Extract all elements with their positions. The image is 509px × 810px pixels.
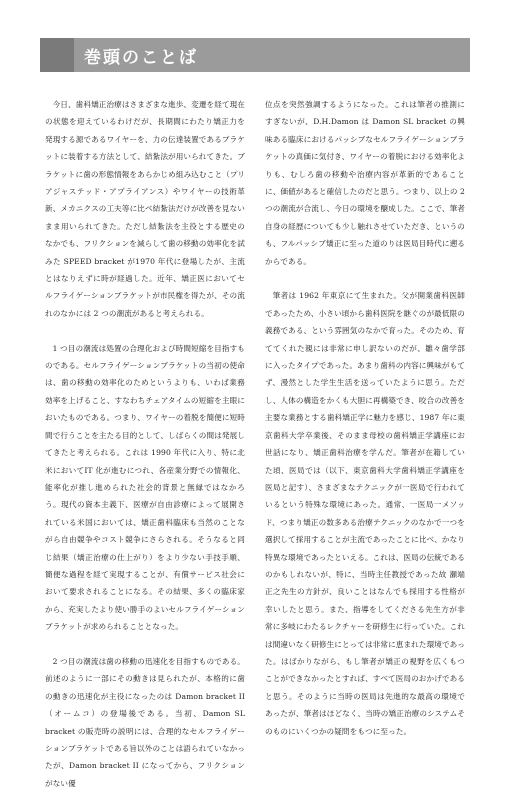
title-accent-block [40, 38, 74, 72]
paragraph: 位点を突然強調するようになった。これは筆者の推測にすぎないが、D.H.Damon は Damon SL bracket の興味ある臨床におけるパッシブなセルフライゲーションブラケットの真価に気付き、ワイヤーの着脱における効率化よりも、むしろ歯の移動や治療内容が革新的であることに、価値があると確信したのだと思う。つまり、以上の 2 つの潮流が合流し、今日の環境を醸成した。ここで、筆者自身の経歴についても少し触れさせていただき、というのも、フルパッシブ矯正に至った道のりは医局目時代に遡るからである。 [265, 100, 465, 266]
paragraph: 筆者は 1962 年東京にて生まれた。父が開業歯科医師であったため、小さい頃から歯科医院を継ぐのが最低限の義務である、という雰囲気のなかで育った。そのため、育ててくれた親には非常に申し訳ないのだが、雛々歯学部に入ったタイプであった。あまり歯科の内容に興味がもてず、漫然とした学生生活を送っていたように思う。ただし、人体の構造をかくも大胆に再構築でき、咬合の改善を主要な業務とする歯科矯正学に魅力を感じ、1987 年に東京歯科大学卒業後、そのまま母校の歯科矯正学講座にお世話になり、矯正歯科治療を学んだ。筆者が在籍していた頃、医局では（以下、東京歯科大学歯科矯正学講座を医局と記す）、さまざまなテクニックが一医局で行われているという特殊な環境にあった。通常、一医局一メソッド、つまり矯正の数多ある治療テクニックのなかで一つを選択して採用することが主流であったことに比べ、かなり特異な環境であったといえる。これは、医局の伝統であるのかもしれないが、特に、当時主任教授であった故 瀬端正之先生の方針が、良いことはなんでも採用する性格が幸いしたと思う。また、指導をしてくださる先生方が非常に多岐にわたるレクチャーを研修生に行っていた。これは間違いなく研修生にとっては非常に恵まれた環境であった。はばかりながら、もし筆者が矯正の視野を広くもつことができなかったとすれば、すべて医局のおかげであると思う。そのように当時の医局は先進的な最高の環境であったが、筆者はほどなく、当時の矯正治療のシステムそのものにいくつかの疑問をもつに至った。 [265, 291, 465, 736]
paragraph: 2 つ目の潮流は歯の移動の迅速化を目指すものである。前述のように一部にその動きは見られたが、本格的に歯の動きの迅速化が主役になったのは Damon bracket II（オームコ）の登場後である。当初、Damon SL bracket の販売時の説明には、合理的なセルフライゲーションブラケットである旨以外のことは語られていなかったが、Damon bracket II になってから、フリクションがない優 [45, 656, 245, 788]
title-bar [40, 38, 470, 72]
page-title: 巻頭のことば [84, 47, 198, 68]
right-column [265, 96, 465, 757]
left-column [45, 96, 245, 810]
paragraph: 今日、歯科矯正治療はさまざまな進歩、変遷を経て現在の状態を迎えているわけだが、長期間にわたり矯正力を発現する源であるワイヤーを、力の伝達装置であるブラケットに装着する方法として、結紮法が用いられてきた。ブラケットに歯の形態情報をあらかじめ組み込むこと（プリアジャステッド・アプライアンス）やワイヤーの技術革新、メカニクスの工夫等に比べ結紮法だけが改善を見ないまま用いられてきた。ただし結紮法を主役とする歴史のなかでも、フリクションを減らして歯の移動の効率化を試みた SPEED bracket が1970 年代に登場したが、主流とはなりえずに時が経過した。近年、矯正医においてセルフライゲーションブラケットが市民権を得たが、その流れのなかには 2 つの潮流があると考えられる。 [45, 100, 245, 318]
paragraph: 1 つ目の潮流は処置の合理化および時間短縮を目指すものである。セルフライゲーションブラケットの当初の使命は、歯の移動の効率化のためというよりも、いわば業務効率を上げること、すなわちチェアタイムの短縮を主眼においたものである。つまり、ワイヤーの着脱を簡便に短時間で行うことを主たる目的として、しばらくの間は発展してきたと考えられる。これは 1990 年代に入り、特に北米においてIT 化が進むにつれ、各産業分野での情報化、能率化が推し進められた社会的背景と無縁ではなかろう。現代の資本主義下、医療が自由診療によって展開されている米国においては、矯正歯科臨床も当然のことながら自由競争やコスト競争にさらされる。そうなると同じ結果（矯正治療の仕上がり）をより少ない手技手順、簡便な過程を経て実現することが、有償サービス社会において要求されることになる。その結果、多くの臨床家から、充実したより使い勝手のよいセルフライゲーションブラケットが求められることとなった。 [45, 343, 245, 632]
